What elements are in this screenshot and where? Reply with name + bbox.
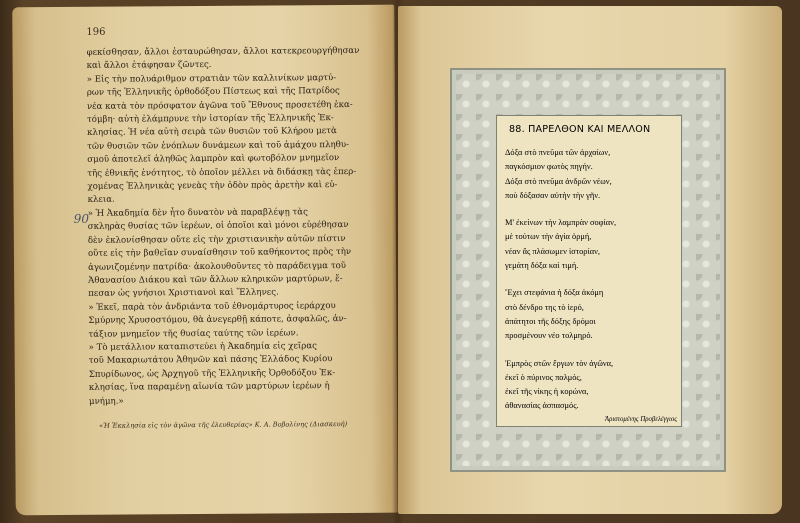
- poem-line: γεμάτη δόξα καὶ τιμή.: [505, 261, 579, 271]
- poem-line: Ἐμπρὸς στῶν ἔργων τὸν ἀγῶνα,: [505, 358, 614, 368]
- text-line: » Εἰς τὴν πολυάριθμον στρατιὰν τῶν καλλινίκων μαρτύ-: [86, 72, 337, 85]
- poem-line: Δόξα στὸ πνεῦμα τῶν ἀρχαίων,: [505, 148, 611, 157]
- text-line: Σμύρνης Χρυσοστόμου, θὰ ἀνεγερθῇ κάποτε, ἀσφαλῶς, ἀν-: [88, 314, 347, 326]
- text-line: ἀγωνιζομένην πατρίδα· ἀκολουθοῦντες τὸ παράδειγμα τοῦ: [88, 260, 346, 273]
- text-line: δὲν ἐκλονίσθησαν οὔτε εἰς τὴν χριστιανικὴν αὐτῶν πίστιν: [87, 233, 346, 246]
- text-line: » Τὸ μετάλλιον καταπιστεύει ἡ Ἀκαδημία εἰς χεῖρας: [88, 341, 317, 353]
- poem-line: Ἔχει στεφάνια ἡ δόξα ἀκόμη: [505, 288, 604, 298]
- text-line: κλεια.: [87, 195, 115, 206]
- text-line: τῶν θυσιῶν τῶν ἐνόπλων δυνάμεων καὶ τοῦ ἀμάχου πληθυ-: [87, 139, 350, 152]
- text-line: τῆς ἐθνικῆς ἑνότητος, τὸ ὁποῖον μέλλει νὰ διδάσκῃ τὰς ἐπερ-: [87, 166, 357, 179]
- text-line: » Ἡ Ἀκαδημία δὲν ἦτο δυνατὸν νὰ παραβλέψῃ τὰς: [87, 207, 308, 219]
- ornamental-frame: [450, 68, 726, 472]
- poem-line: προσμένουν νέο τολμηρό.: [505, 331, 593, 341]
- text-line: κλησίας, ἵνα παραμένῃ αἰωνία τῶν μαρτύρων ἱερέων ἡ: [88, 381, 330, 393]
- text-line: πεσαν ὡς γνήσιοι Χριστιανοὶ καὶ Ἕλληνες.: [88, 287, 279, 300]
- poem-line: ἁπάτητοι τῆς δόξης δρόμοι: [505, 316, 596, 326]
- poem-line: ἐκεῖ τῆς νίκης ἡ κορώνα,: [505, 387, 589, 397]
- poem-line: ἀθανασίας ἀσπασμός.: [505, 401, 579, 411]
- poem-line: μὲ τούτων τὴν ἁγία ὁρμή,: [505, 232, 592, 242]
- text-line: μνήμη.»: [88, 396, 124, 407]
- text-line: νέα κατὰ τὸν πρόσφατον ἀγῶνα τοῦ Ἔθνους προσετέθη ἑκα-: [86, 99, 353, 112]
- poem-author: Ἀριστομένης Προβελέγγιος: [604, 416, 677, 423]
- poem-stanza: [505, 146, 677, 203]
- poem-panel: [496, 115, 682, 427]
- text-line: » Ἐκεῖ, παρὰ τὸν ἀνδριάντα τοῦ ἐθνομάρτυρος ἱεράρχου: [88, 300, 336, 313]
- text-line: χομένας Ἑλληνικὰς γενεὰς τὴν ὁδὸν πρὸς ἀρετὴν καὶ εὐ-: [87, 180, 338, 192]
- prose-text: [87, 45, 390, 409]
- text-line: τόμβη· αὐτὴ ἐλάμπρυνε τὴν ἱστορίαν τῆς Ἑλληνικῆς Ἐκ-: [86, 113, 334, 125]
- poem-line: ἐκεῖ ὁ πύρινος παλμός,: [505, 372, 582, 382]
- text-line: τοῦ Μακαριωτάτου Ἀθηνῶν καὶ πάσης Ἑλλάδος Κυρίου: [88, 354, 333, 367]
- poem-line: νέαν ἂς πλάσωμεν ἱστορίαν,: [505, 246, 600, 256]
- left-page: [12, 5, 398, 516]
- text-line: σμοῦ ἀποτελεῖ ἀληθῶς λαμπρὸν καὶ φωτοβόλον μνημεῖον: [87, 153, 340, 166]
- text-line: σκληρὰς θυσίας τῶν ἱερέων, οἱ ὁποῖοι καὶ μόνοι εὑρέθησαν: [87, 220, 349, 233]
- poem-line: στὸ δένδρο της τὸ ἱερό,: [505, 302, 584, 312]
- text-line: καὶ ἄλλοι ἐτάφησαν ζῶντες.: [86, 60, 212, 72]
- handwritten-margin-mark: 90: [73, 211, 90, 226]
- poem-stanza: [505, 357, 677, 414]
- poem-line: ποὺ δόξασαν αὐτὴν τὴν γῆν.: [505, 190, 601, 200]
- text-line: Σπυρίδωνος, ὡς Ἀρχηγοῦ τῆς Ἑλληνικῆς Ὀρθοδόξου Ἐκ-: [88, 367, 336, 380]
- text-line: κλησίας. Ἡ νέα αὐτὴ σειρὰ τῶν θυσιῶν τοῦ Κλήρου μετὰ: [87, 126, 337, 139]
- poem-title: 88. ΠΑΡΕΛΘΟΝ ΚΑΙ ΜΕΛΛΟΝ: [509, 124, 651, 135]
- poem-line: Μ' ἐκείνων τὴν λαμπρὰν σοφίαν,: [505, 218, 617, 228]
- poem-text: [505, 146, 677, 427]
- text-line: Ἀθανασίου Διάκου καὶ τῶν ἄλλων κληρικῶν μαρτύρων, ἔ-: [88, 273, 343, 286]
- text-line: τάξιον μνημεῖον τῆς θυσίας ταύτης τῶν ἱερέων.: [88, 327, 299, 340]
- poem-stanza: [505, 216, 677, 273]
- page-number: 196: [86, 26, 106, 38]
- text-line: οὔτε εἰς τὴν βαθεῖαν συναίσθησιν τοῦ καθήκοντος πρὸς τὴν: [87, 247, 352, 259]
- poem-stanza: [505, 286, 677, 343]
- poem-line: παγκόσμιον φωτὸς πηγήν.: [505, 162, 593, 172]
- text-line: ρων τῆς Ἑλληνικῆς ὀρθοδόξου Πίστεως καὶ τῆς Πατρίδος: [86, 86, 340, 99]
- source-footnote: «Ἡ Ἐκκλησία εἰς τὸν ἀγῶνα τῆς ἐλευθερίας» Κ. Α. Βοβολίνης (Διασκευή): [99, 420, 348, 430]
- text-line: φεκίσθησαν, ἄλλοι ἐσταυρώθησαν, ἄλλοι κατεκρεουργήθησαν: [86, 45, 360, 58]
- poem-line: Δόξα στὸ πνεῦμα ἀνδρῶν νέων,: [505, 176, 612, 186]
